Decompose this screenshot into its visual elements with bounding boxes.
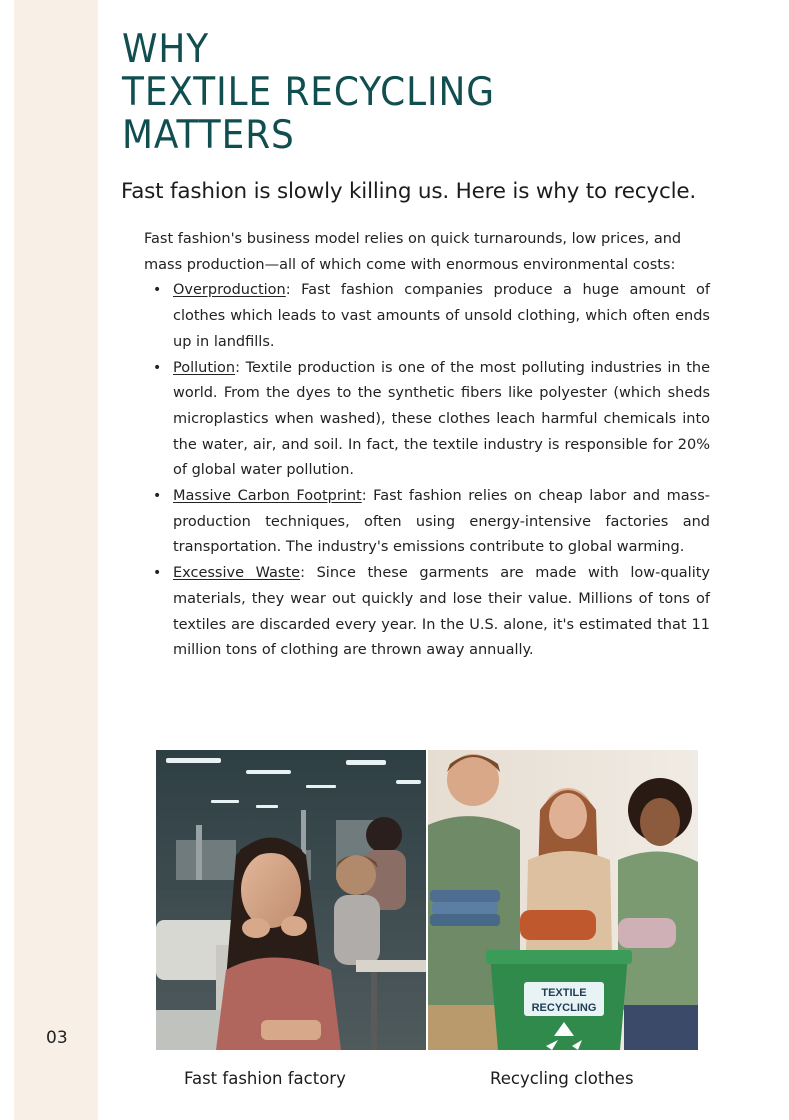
bullet-term: Overproduction bbox=[173, 282, 286, 299]
body-text bbox=[144, 227, 710, 664]
bullet-item-carbon-footprint bbox=[153, 484, 711, 561]
bullet-list bbox=[144, 278, 710, 664]
bin-label-line2: RECYCLING bbox=[531, 1002, 597, 1014]
bullet-dot-icon: • bbox=[153, 282, 162, 299]
bullet-text: : Since these garments are made with low-quality materials, they wear out quickly and lose their value. Millions of tons of textiles are discarded every year. In the U.S. alone, it's estimated that 11 million tons of clothing are thrown away annually. bbox=[173, 565, 711, 659]
bullet-dot-icon: • bbox=[153, 488, 162, 505]
intro-paragraph: Fast fashion's business model relies on quick turnarounds, low prices, and mass production—all of which come with enormous environmental costs: bbox=[144, 231, 682, 273]
side-band bbox=[14, 0, 98, 1120]
caption-factory: Fast fashion factory bbox=[184, 1069, 346, 1088]
page-title bbox=[122, 28, 495, 157]
bullet-text: : Textile production is one of the most polluting industries in the world. From the dyes to the synthetic fibers like polyester (which sheds microplastics when washed), these clothes leach harmful chemicals into the water, air, and soil. In fact, the textile industry is responsible for 20% of global water pollution. bbox=[173, 359, 710, 479]
bullet-term: Massive Carbon Footprint bbox=[173, 488, 362, 505]
bullet-item-overproduction bbox=[153, 278, 710, 355]
page-subtitle: Fast fashion is slowly killing us. Here is why to recycle. bbox=[121, 179, 697, 204]
bullet-term: Excessive Waste bbox=[173, 565, 301, 582]
page-number: 03 bbox=[46, 1028, 68, 1048]
bullet-dot-icon: • bbox=[153, 359, 162, 376]
title-line-1: WHY bbox=[122, 27, 210, 72]
title-line-2: TEXTILE RECYCLING bbox=[122, 70, 495, 115]
recycling-photo bbox=[428, 750, 698, 1050]
caption-recycling: Recycling clothes bbox=[490, 1069, 634, 1088]
bullet-item-excessive-waste bbox=[153, 561, 711, 664]
bullet-text: : Fast fashion companies produce a huge amount of clothes which leads to vast amounts of unsold clothing, which often ends up in landfills. bbox=[173, 282, 710, 350]
bullet-item-pollution bbox=[153, 356, 710, 485]
bullet-dot-icon: • bbox=[153, 565, 162, 582]
bin-label-line1: TEXTILE bbox=[541, 987, 587, 999]
title-line-3: MATTERS bbox=[122, 113, 295, 158]
factory-photo bbox=[156, 750, 426, 1050]
bullet-text: : Fast fashion relies on cheap labor and mass-production techniques, often using energy-intensive factories and transportation. The industry's emissions contribute to global warming. bbox=[173, 488, 711, 556]
bullet-term: Pollution bbox=[173, 359, 236, 376]
